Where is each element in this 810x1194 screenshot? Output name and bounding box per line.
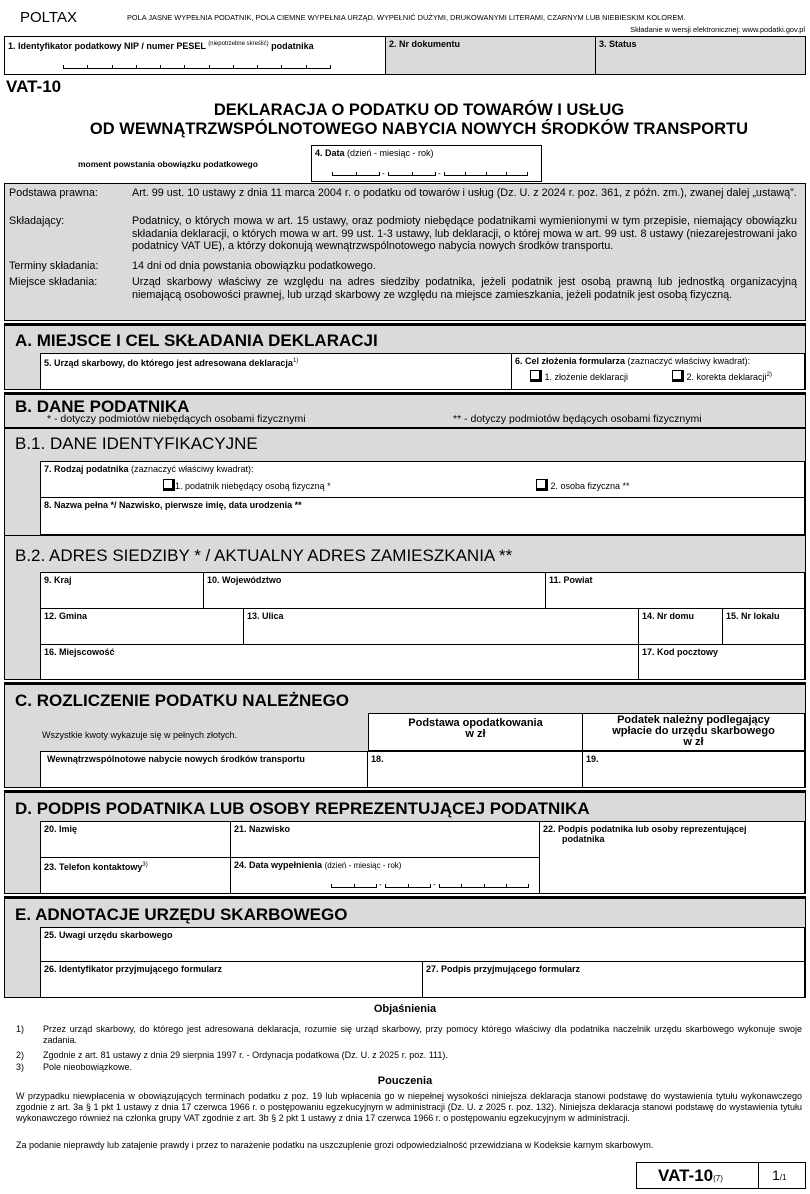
field-22-label-2: podatnika [562,834,605,844]
footer-form-code [658,1166,723,1186]
footer-page [772,1167,786,1183]
field-9-country[interactable] [41,573,204,608]
field-14-label: 14. Nr domu [642,611,695,621]
purpose-option-2-label: 2. korekta deklaracji [686,372,767,382]
field-4-date[interactable]: 4. Data (dzień - miesiąc - rok) - - [311,145,542,182]
place-label: Miejsce składania: [9,276,98,288]
field-12-label: 12. Gmina [44,611,88,621]
field-20-label: 20. Imię [44,824,78,834]
explanation-3 [16,1062,802,1073]
section-b-note-2: ** - dotyczy podmiotów będących osobami fizycznymi [453,413,702,425]
field-6-label: 6. Cel złożenia formularza [515,356,626,366]
field-5-tax-office[interactable] [40,353,512,390]
info-block [4,183,806,321]
footer-page-number: 1 [772,1167,780,1183]
fill-date-comb-month [385,880,431,888]
field-11-label: 11. Powiat [549,575,593,585]
field-24-label: 24. Data wypełnienia [234,860,323,870]
field-17-postal-code[interactable] [639,645,804,679]
row-wnt-text: Wewnątrzwspólnotowe nabycie nowych środków transportu [47,754,305,764]
purpose-option-2[interactable] [672,370,772,382]
electronic-filing-note: Składanie w wersji elektronicznej: www.podatki.gov.pl [630,25,805,34]
field-2-label: 2. Nr dokumentu [389,39,461,49]
footer-code: VAT-10 [658,1166,714,1185]
field-17-label: 17. Kod pocztowy [642,647,719,657]
fill-date-comb-day [331,880,377,888]
field-6-purpose [512,353,805,390]
field-1-nip-pesel[interactable] [5,37,386,74]
field-4-label: 4. Data [315,148,345,158]
field-6-hint: (zaznaczyć właściwy kwadrat): [627,356,751,366]
field-4-hint: (dzień - miesiąc - rok) [347,148,434,158]
filer-label: Składający: [9,215,65,227]
field-15-apartment[interactable] [723,609,804,644]
amounts-note: Wszystkie kwoty wykazuje się w pełnych złotych. [42,730,238,740]
field-23-label: 23. Telefon kontaktowy [44,862,143,872]
moment-label: moment powstania obowiązku podatkowego [78,159,258,169]
section-e-title: E. ADNOTACJE URZĘDU SKARBOWEGO [15,905,348,924]
explanation-1-num: 1) [16,1024,25,1034]
field-27-label: 27. Podpis przyjmującego formularz [426,964,581,974]
explanation-2 [16,1050,802,1061]
explanation-1-text: Przez urząd skarbowy, do którego jest adresowana deklaracja, rozumie się urząd skarbowy, przy pomocy którego właściwy dla podatnika naczelnik urzędu skarbowego wykonuje swoje zadania. [43,1024,802,1045]
explanation-3-num: 3) [16,1062,25,1072]
field-23-sup: 3) [142,862,148,868]
field-19-tax-due[interactable] [583,751,805,788]
explanations-title: Objaśnienia [373,1003,437,1015]
header-fields [4,36,806,75]
field-21-label: 21. Nazwisko [234,824,291,834]
section-a [4,323,806,390]
date-comb-month [388,168,436,176]
col-tax-base-l2: w zł [465,728,486,740]
field-24-fill-date[interactable]: 24. Data wypełnienia (dzień - miesiąc - rok) - - [231,858,540,893]
field-15-label: 15. Nr lokalu [726,611,780,621]
title-line-1: DEKLARACJA O PODATKU OD TOWARÓW I USŁUG [213,101,625,119]
purpose-option-1-label: 1. złożenie deklaracji [544,372,629,382]
deadline-text: 14 dni od dnia powstania obowiązku podatkowego. [132,260,376,272]
field-1-label: 1. Identyfikator podatkowy NIP / numer PESEL [8,41,206,51]
field-18-label: 18. [371,754,384,764]
purpose-option-1-checkbox[interactable] [530,370,542,382]
instruction-title: Pouczenia [377,1075,433,1087]
field-26-receiver-id [40,962,423,998]
field-1-suffix: podatnika [271,41,314,51]
row-wnt-label [40,751,368,788]
field-8-name[interactable] [40,498,805,535]
field-11-county[interactable] [546,573,804,608]
date-comb-year [444,168,528,176]
field-7-taxpayer-type [40,461,805,498]
taxpayer-option-2-checkbox[interactable] [536,479,548,491]
explanation-2-num: 2) [16,1050,25,1060]
field-26-label: 26. Identyfikator przyjmującego formularz [44,964,223,974]
field-2-doc-number [386,37,596,74]
field-3-status [596,37,805,74]
field-9-label: 9. Kraj [44,575,72,585]
footer-box [636,1162,806,1189]
section-c [4,682,806,788]
place-text: Urząd skarbowy właściwy ze względu na adres siedziby podatnika, jeżeli podatnik jest osobą prawną lub jednostką organizacyjną niemającą osobowości prawnej, lub urząd skarbowy ze względu na miejsce zamieszkania, jeżeli podatnik jest osobą fizyczną. [132,276,797,301]
field-10-voivodeship[interactable] [204,573,546,608]
field-25-office-remarks [40,927,805,962]
section-c-title: C. ROZLICZENIE PODATKU NALEŻNEGO [15,691,350,710]
field-21-last-name[interactable] [231,822,540,857]
col-tax-due-l3: w zł [683,736,704,748]
field-13-street[interactable] [244,609,639,644]
footer-version: (7) [713,1174,723,1183]
taxpayer-option-1-label: 1. podatnik niebędący osobą fizyczną * [175,481,331,491]
field-19-label: 19. [586,754,599,764]
taxpayer-option-1[interactable] [163,479,331,491]
col-tax-due-l2: wpłacie do urzędu skarbowego [612,725,775,737]
field-25-label: 25. Uwagi urzędu skarbowego [44,930,173,940]
section-b [4,392,806,680]
explanation-1 [16,1024,802,1046]
section-d [4,790,806,894]
field-27-receiver-signature [423,962,805,998]
section-b2-title: B.2. ADRES SIEDZIBY * / AKTUALNY ADRES ZAMIESZKANIA ** [15,546,513,565]
date-comb-day [332,168,380,176]
deadline-label: Terminy składania: [9,260,99,272]
form-code: VAT-10 [6,77,62,96]
fill-date-comb-year [439,880,529,888]
instruction-paragraph-1: W przypadku niewpłacenia w obowiązujących terminach podatku z poz. 19 lub wpłacenia go w niepełnej wysokości niniejsza deklaracja stanowi podstawę do wystawienia tytułu wykonawczego zgodnie z art. 3a § 1 pkt 1 ustawy z dnia 17 czerwca 1966 r. o postępowaniu egzekucyjnym w administracji (Dz. U. z 2025 r. poz. 132). Niniejsza deklaracja stanowi podstawę do wystawienia tytułu wykonawczego również na członka grupy VAT zgodnie z art. 3b § 2 pkt 1 ustawy z dnia 17 czerwca 1966 r. o postępowaniu egzekucyjnym w administracji. [16,1091,802,1123]
poltax-logo: POLTAX [20,9,77,26]
basis-text: Art. 99 ust. 10 ustawy z dnia 11 marca 2004 r. o podatku od towarów i usług (Dz. U. z 2024 r. poz. 361, z późn. zm.), zwanej dalej „ustawą”. [132,187,797,199]
section-b-note-1: * - dotyczy podmiotów niebędących osobami fizycznymi [47,413,306,425]
field-8-label: 8. Nazwa pełna */ Nazwisko, pierwsze imię, data urodzenia ** [44,500,302,510]
section-a-title: A. MIEJSCE I CEL SKŁADANIA DEKLARACJI [15,331,378,350]
section-b1-title: B.1. DANE IDENTYFIKACYJNE [15,434,258,453]
field-23-phone[interactable] [41,858,231,893]
col-tax-base-header [368,713,583,751]
field-22-label-1: 22. Podpis podatnika lub osoby reprezentującej [543,824,747,834]
purpose-option-1[interactable] [530,370,628,382]
section-e [4,896,806,998]
field-7-hint: (zaznaczyć właściwy kwadrat): [131,464,254,474]
field-16-city[interactable] [41,645,639,679]
section-d-title: D. PODPIS PODATNIKA LUB OSOBY REPREZENTUJĄCEJ PODATNIKA [15,799,590,818]
col-tax-due-header [583,713,805,751]
purpose-option-2-checkbox[interactable] [672,370,684,382]
basis-label: Podstawa prawna: [9,187,98,199]
field-18-tax-base[interactable] [368,751,583,788]
field-22-signature[interactable] [540,822,804,893]
field-14-house-number[interactable] [639,609,723,644]
section-b-title: B. DANE PODATNIKA [15,397,190,416]
col-tax-due-l1: Podatek należny podlegający [617,714,770,726]
field-12-commune[interactable] [41,609,244,644]
fill-instructions: POLA JASNE WYPEŁNIA PODATNIK, POLA CIEMNE WYPEŁNIA URZĄD. WYPEŁNIĆ DUŻYMI, DRUKOWANYMI LITERAMI, CZARNYM LUB NIEBIESKIM KOLOREM. [127,13,686,22]
field-7-label: 7. Rodzaj podatnika [44,464,129,474]
taxpayer-option-2[interactable] [536,479,630,491]
field-16-label: 16. Miejscowość [44,647,115,657]
field-20-first-name[interactable] [41,822,231,857]
taxpayer-option-2-label: 2. osoba fizyczna ** [550,481,630,491]
instruction-paragraph-2: Za podanie nieprawdy lub zatajenie prawdy i przez to narażenie podatku na uszczuplenie grozi odpowiedzialność przewidziana w Kodeksie karnym skarbowym. [16,1140,654,1150]
field-24-hint: (dzień - miesiąc - rok) [324,861,402,870]
filer-text: Podatnicy, o których mowa w art. 15 ustawy, oraz podmioty niebędące podatnikami wymienionymi w tym przepisie, niemający obowiązku składania deklaracji, o których mowa w art. 99 ust. 1-3 ustawy, lub deklaracji, o której mowa w art. 99 ust. 8 ustawy (niezarejestrowani jako podatnicy VAT UE), a którzy dokonują wewnątrzwspólnotowego nabycia nowych środków transportu. [132,215,797,253]
explanation-2-text: Zgodnie z art. 81 ustawy z dnia 29 sierpnia 1997 r. - Ordynacja podatkowa (Dz. U. z 2025 r. poz. 111). [43,1050,448,1060]
field-5-sup: 1) [292,358,299,364]
field-3-label: 3. Status [599,39,637,49]
col-tax-base-l1: Podstawa opodatkowania [408,717,543,729]
explanation-3-text: Pole nieobowiązkowe. [43,1062,133,1072]
footer-page-total: /1 [779,1173,787,1182]
purpose-option-2-sup: 2) [766,372,772,378]
taxpayer-option-1-checkbox[interactable] [163,479,175,491]
field-10-label: 10. Województwo [207,575,282,585]
nip-comb [63,61,331,69]
field-1-note: (niepotrzebne skreślić) [208,41,269,47]
title-line-2: OD WEWNĄTRZWSPÓLNOTOWEGO NABYCIA NOWYCH ŚRODKÓW TRANSPORTU [89,120,749,138]
field-13-label: 13. Ulica [247,611,284,621]
field-5-label: 5. Urząd skarbowy, do którego jest adresowana deklaracja [44,358,293,368]
